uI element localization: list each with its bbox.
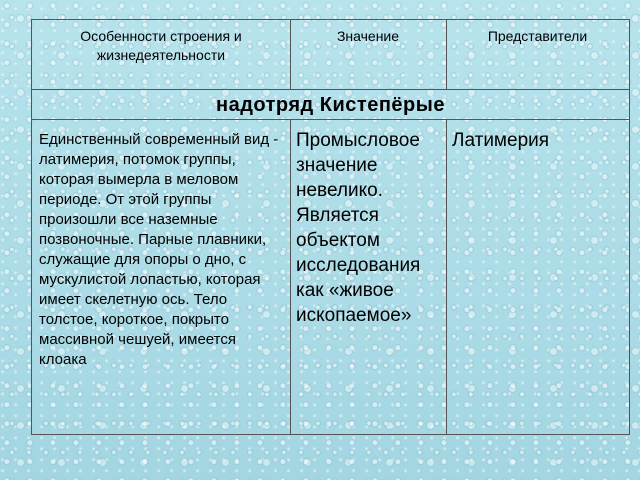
body-divider-2	[446, 119, 447, 434]
table	[31, 19, 630, 435]
cell-features: Единственный современный вид - латимерия, потомок группы, которая вымерла в меловом периоде. От этой группы произошли все наземные позвоночные. Парные плавники, служащие для опоры о дно, с мускулистой лопастью, которая имеет скелетную ось. Тело толстое, короткое, покрыто массивной чешуей, имеется клоака	[39, 131, 279, 368]
body-divider-1	[290, 119, 291, 434]
group-title: надотряд Кистепёрые	[216, 94, 445, 116]
cell-representatives: Латимерия	[452, 130, 550, 151]
group-row-border	[32, 119, 629, 120]
header-divider-2	[446, 20, 447, 89]
header-row-border	[32, 89, 629, 90]
header-divider-1	[290, 20, 291, 89]
header-representatives: Представители	[487, 28, 588, 44]
cell-significance: Промысловое значение невелико. Является объектом исследования как «живое ископаемое»	[296, 130, 421, 326]
header-significance: Значение	[336, 28, 400, 44]
header-features: Особенности строения и жизнедеятельности	[80, 28, 242, 63]
